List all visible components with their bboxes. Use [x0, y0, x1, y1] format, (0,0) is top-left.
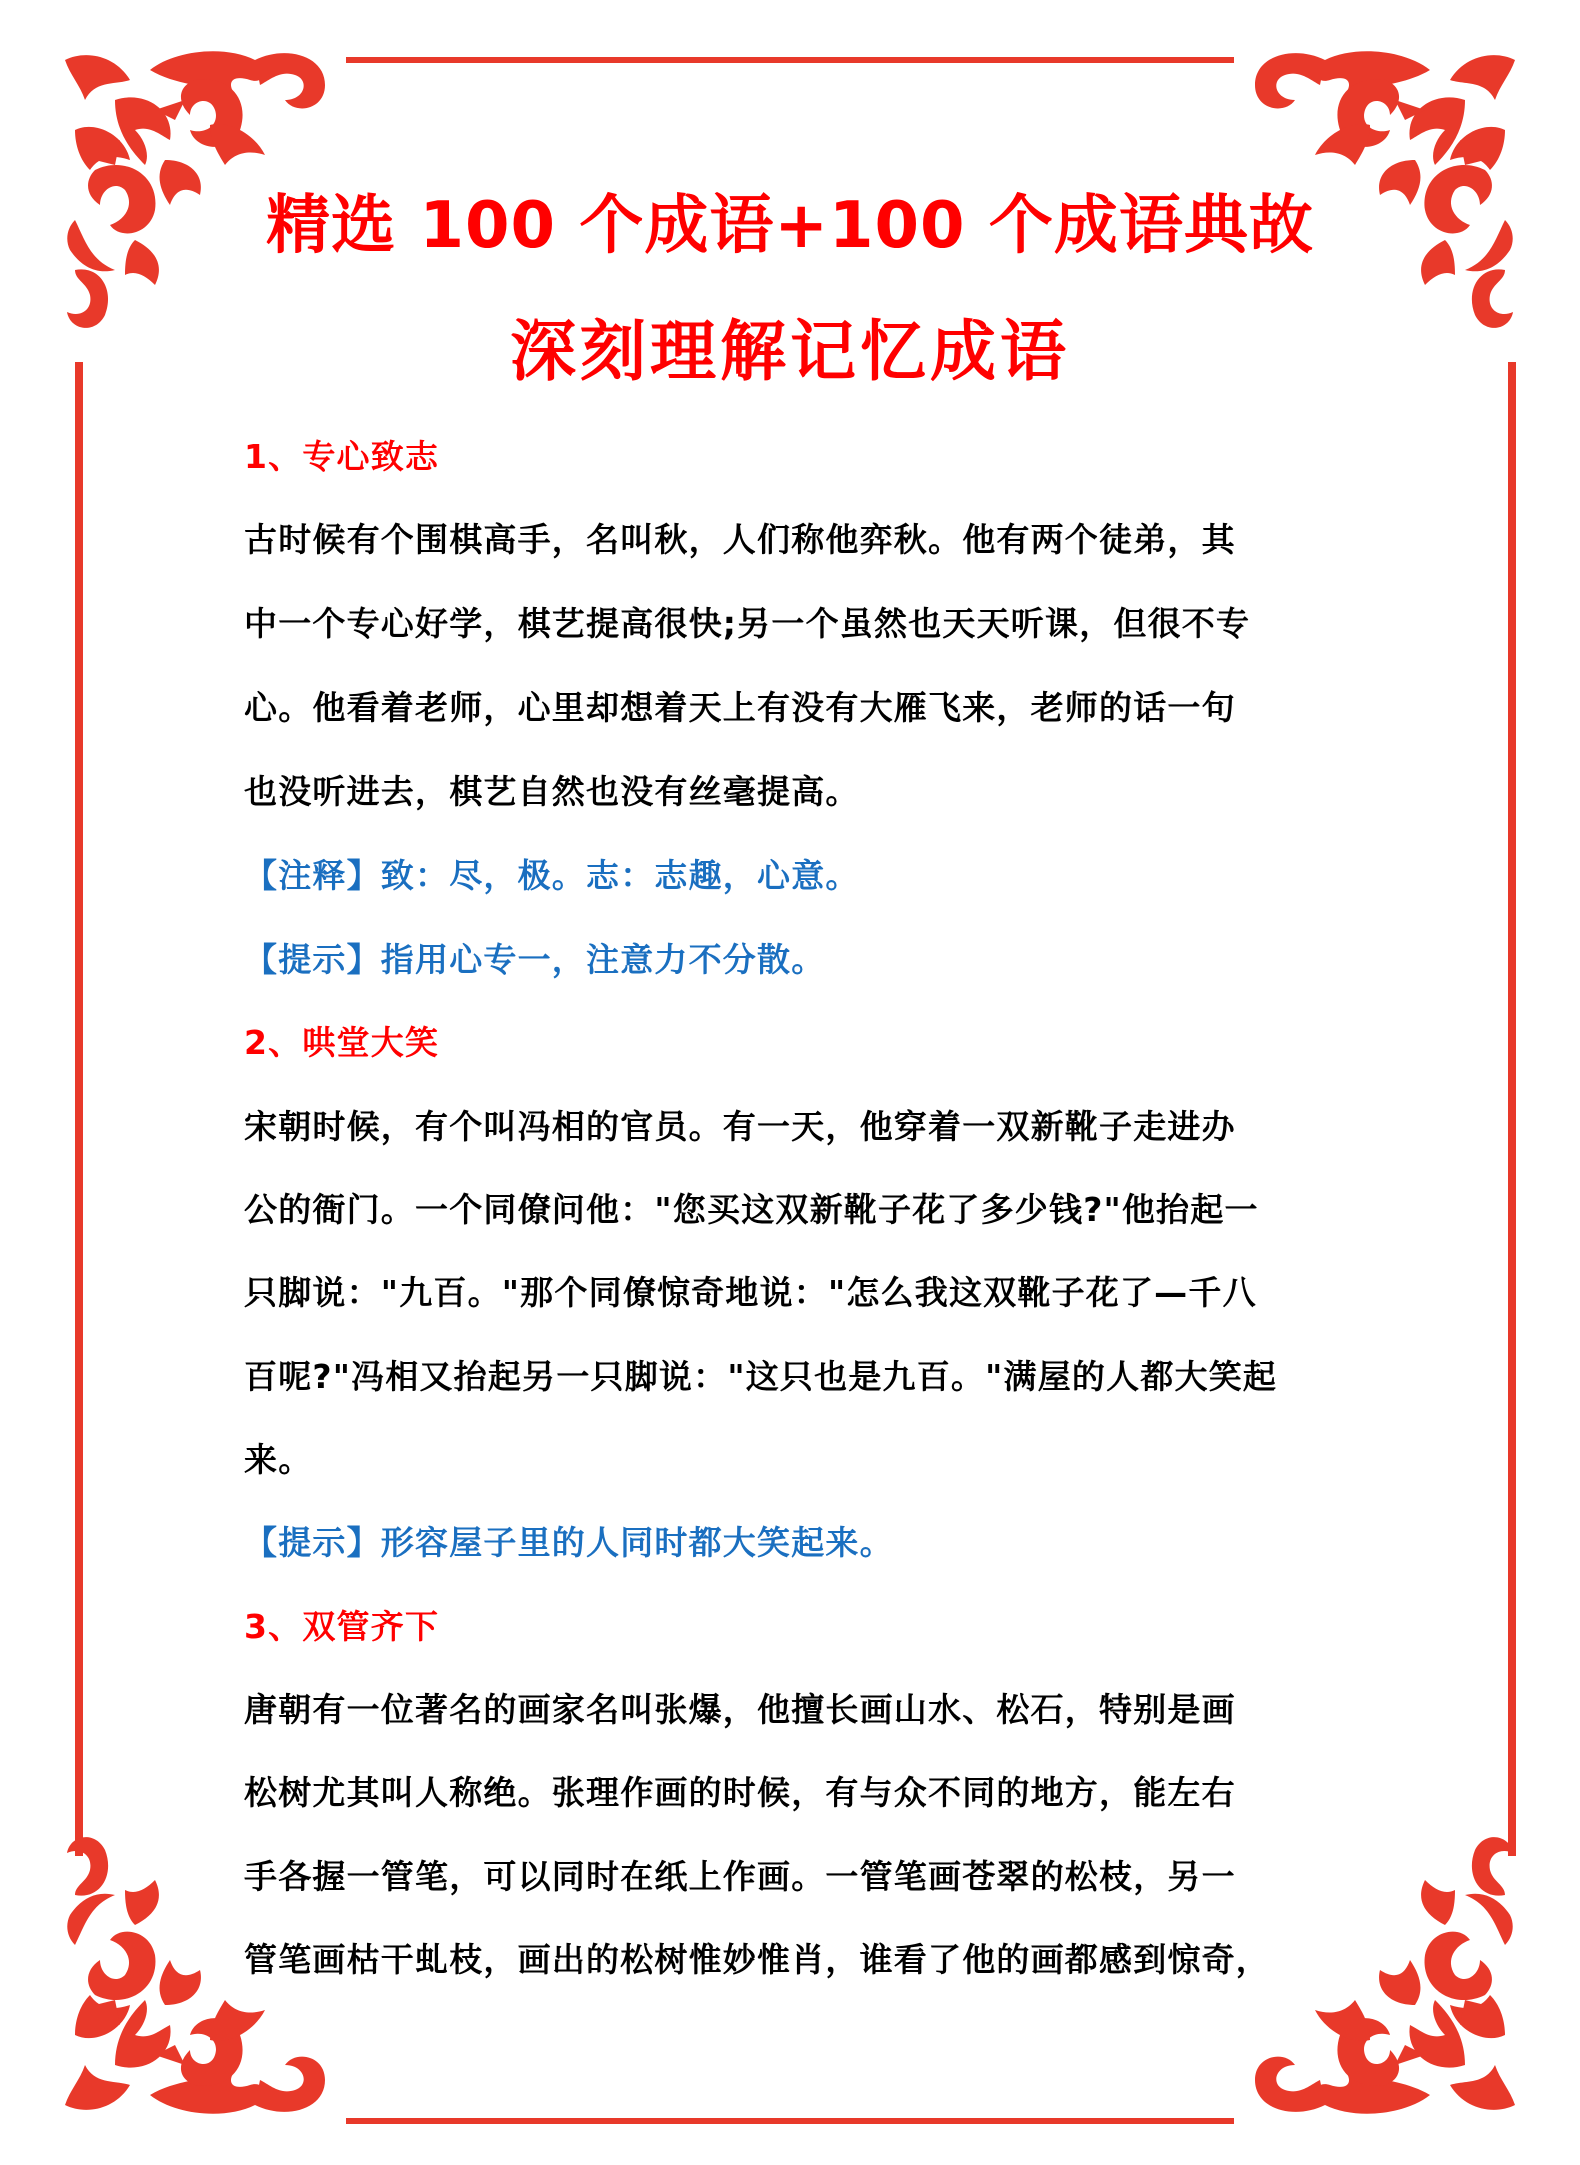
story-line: 心。他看着老师，心里却想着天上有没有大雁飞来，老师的话一句 — [244, 688, 1236, 727]
frame-top-line — [346, 57, 1234, 63]
story-line: 管笔画枯干虬枝，画出的松树惟妙惟肖，谁看了他的画都感到惊奇， — [244, 1940, 1270, 1979]
page-title: 精选 100 个成语+100 个成语典故 — [266, 189, 1314, 263]
story-line: 百呢?"冯相又抬起另一只脚说："这只也是九百。"满屋的人都大笑起 — [244, 1357, 1278, 1396]
annotation-note: 【注释】致：尽，极。志：志趣，心意。 — [244, 856, 860, 895]
frame-left-line — [75, 362, 83, 1856]
story-line: 松树尤其叫人称绝。张理作画的时候，有与众不同的地方，能左右 — [244, 1773, 1236, 1812]
story-line: 公的衙门。一个同僚问他："您买这双新靴子花了多少钱?"他抬起一 — [244, 1190, 1259, 1229]
hint-note: 【提示】指用心专一，注意力不分散。 — [244, 940, 826, 979]
story-line: 宋朝时候，有个叫冯相的官员。有一天，他穿着一双新靴子走进办 — [244, 1107, 1236, 1146]
story-line: 古时候有个围棋高手，名叫秋，人们称他弈秋。他有两个徒弟，其 — [244, 520, 1236, 559]
idiom-heading: 1、专心致志 — [244, 437, 440, 476]
story-line: 来。 — [244, 1440, 313, 1479]
story-line: 也没听进去，棋艺自然也没有丝毫提高。 — [244, 772, 860, 811]
story-line: 手各握一管笔，可以同时在纸上作画。一管笔画苍翠的松枝，另一 — [244, 1857, 1236, 1896]
corner-ornament-bottom-right-icon — [1225, 1825, 1525, 2125]
story-line: 唐朝有一位著名的画家名叫张爆，他擅长画山水、松石，特别是画 — [244, 1690, 1236, 1729]
story-line: 只脚说："九百。"那个同僚惊奇地说："怎么我这双靴子花了—千八 — [244, 1273, 1257, 1312]
story-line: 中一个专心好学，棋艺提高很快;另一个虽然也天天听课，但很不专 — [244, 604, 1251, 643]
frame-right-line — [1508, 362, 1516, 1856]
page-subtitle: 深刻理解记忆成语 — [510, 313, 1070, 390]
hint-note: 【提示】形容屋子里的人同时都大笑起来。 — [244, 1523, 894, 1562]
idiom-heading: 3、双管齐下 — [244, 1607, 440, 1646]
frame-bottom-line — [346, 2118, 1234, 2124]
idiom-heading: 2、哄堂大笑 — [244, 1023, 440, 1062]
